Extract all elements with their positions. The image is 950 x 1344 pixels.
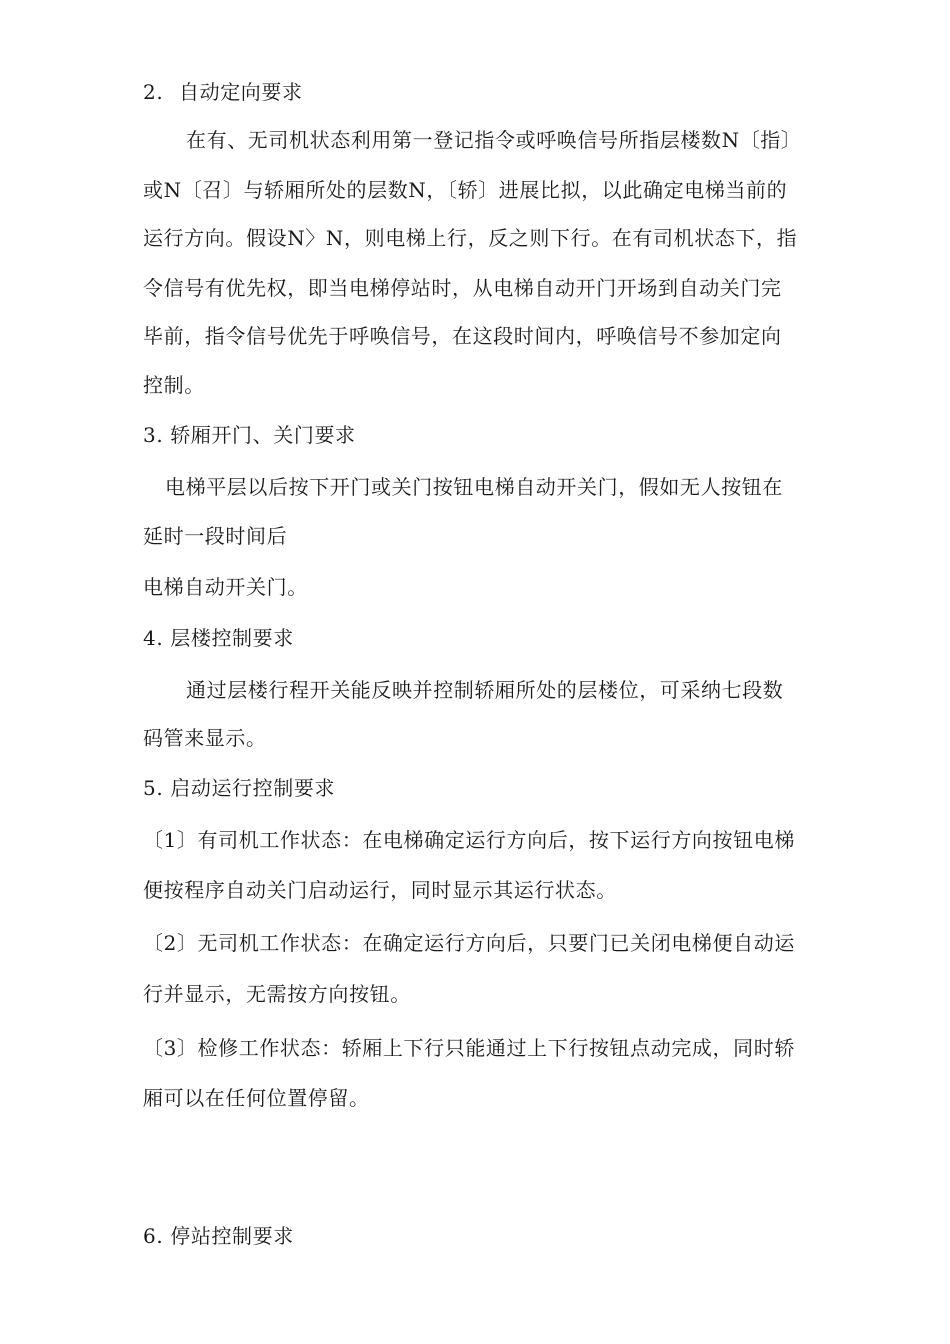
section-2-line: 令信号有优先权，即当电梯停站时，从电梯自动开门开场到自动关门完: [143, 276, 782, 300]
section-2-number: 2.: [143, 80, 164, 104]
section-2-line: 或N〔召〕与轿厢所处的层数N，〔轿〕进展比拟，以此确定电梯当前的: [143, 178, 788, 202]
section-5-line: 厢可以在任何位置停留。: [143, 1086, 370, 1110]
section-3-heading: 3. 轿厢开门、关门要求: [143, 423, 356, 447]
section-2-title: 自动定向要求: [179, 80, 303, 104]
section-3-line: 延时一段时间后: [143, 524, 288, 548]
section-3-line: 电梯平层以后按下开门或关门按钮电梯自动开关门，假如无人按钮在: [165, 475, 783, 499]
section-5-line: 〔2〕无司机工作状态：在确定运行方向后，只要门已关闭电梯便自动运: [143, 931, 795, 955]
section-5-line: 便按程序自动关门启动运行，同时显示其运行状态。: [143, 878, 617, 902]
section-4-heading: 4. 层楼控制要求: [143, 626, 294, 650]
section-3-line: 电梯自动开关门。: [143, 575, 308, 599]
section-2-line: 运行方向。假设N〉N，则电梯上行，反之则下行。在有司机状态下，指: [143, 226, 798, 250]
section-4-line: 码管来显示。: [143, 726, 267, 750]
section-5-heading: 5. 启动运行控制要求: [143, 776, 336, 800]
section-2-line: 在有、无司机状态利用第一登记指令或呼唤信号所指层楼数N〔指〕: [186, 128, 802, 152]
section-5-line: 〔3〕检修工作状态：轿厢上下行只能通过上下行按钮点动完成，同时轿: [143, 1036, 795, 1060]
section-2-heading: [143, 78, 303, 106]
section-2-line: 控制。: [143, 373, 205, 397]
section-5-line: 〔1〕有司机工作状态：在电梯确定运行方向后，按下运行方向按钮电梯: [143, 828, 795, 852]
section-6-heading: 6. 停站控制要求: [143, 1224, 294, 1248]
section-4-line: 通过层楼行程开关能反映并控制轿厢所处的层楼位，可采纳七段数: [186, 678, 784, 702]
section-5-line: 行并显示，无需按方向按钮。: [143, 982, 411, 1006]
section-2-line: 毕前，指令信号优先于呼唤信号，在这段时间内，呼唤信号不参加定向: [143, 324, 782, 348]
